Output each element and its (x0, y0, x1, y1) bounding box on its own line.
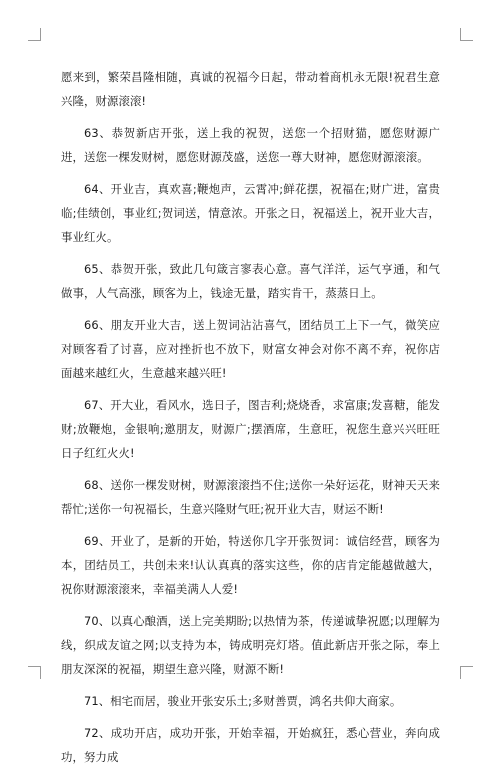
paragraph-70: 70、以真心酿酒，送上完美期盼;以热情为茶，传递诚挚祝愿;以理解为线，织成友谊之网;以支持为本，铸成明亮灯塔。值此新店开张之际，奉上朋友深深的祝福，期望生意兴隆，财源不断! (61, 614, 440, 676)
paragraph-67: 67、开大业，看风水，选日子，图吉利;烧烧香，求富康;发喜糖，能发财;放鞭炮，金银响;邀朋友，财源广;摆酒席，生意旺，祝您生意兴兴旺旺日子红红火火! (61, 398, 440, 460)
paragraph-66: 66、朋友开业大吉，送上贺词沾沾喜气，团结员工上下一气，微笑应对顾客看了讨喜，应对挫折也不放下，财富女神会对你不离不弃，祝你店面越来越红火，生意越来越兴旺! (61, 318, 440, 380)
paragraph-65: 65、恭贺开张，致此几句箴言寥表心意。喜气洋洋，运气亨通，和气做事，人气高涨，顾客为上，钱途无量，踏实肯干，蒸蒸日上。 (61, 262, 440, 300)
paragraph-64: 64、开业吉，真欢喜;鞭炮声，云霄冲;鲜花摆，祝福在;财广进，富贵临;佳绩创，事业红;贺词送，情意浓。开张之日，祝福送上，祝开业大吉，事业红火。 (61, 182, 440, 244)
crop-mark-top-right (460, 28, 473, 41)
paragraph-72: 72、成功开店，成功开张，开始幸福，开始疯狂，悉心营业，奔向成功，努力成 (61, 726, 440, 764)
paragraph-68: 68、送你一棵发财树，财源滚滚挡不住;送你一朵好运花，财神天天来帮忙;送你一句祝福长，生意兴隆财气旺;祝开业大吉，财运不断! (61, 478, 440, 516)
crop-mark-top-left (28, 28, 41, 41)
paragraph-63: 63、恭贺新店开张，送上我的祝贺，送您一个招财猫，愿您财源广进，送您一棵发财树，愿您财源茂盛，送您一尊大财神，愿您财源滚滚。 (61, 126, 440, 164)
crop-mark-bottom-left (28, 666, 41, 679)
document-body (61, 65, 440, 777)
crop-mark-bottom-right (460, 666, 473, 679)
paragraph-continued: 愿来到，繁荣昌隆相随，真诚的祝福今日起，带动着商机永无限!祝君生意兴隆，财源滚滚! (61, 70, 440, 108)
paragraph-69: 69、开业了，是新的开始，特送你几字开张贺词：诚信经营，顾客为本，团结员工，共创未来!认认真真的落实这些，你的店肯定能越做越大，祝你财源滚滚来，幸福美满人人爱! (61, 534, 440, 596)
paragraph-71: 71、相宅而居，骏业开张安乐土;多财善贾，鸿名共仰大商家。 (84, 694, 402, 708)
